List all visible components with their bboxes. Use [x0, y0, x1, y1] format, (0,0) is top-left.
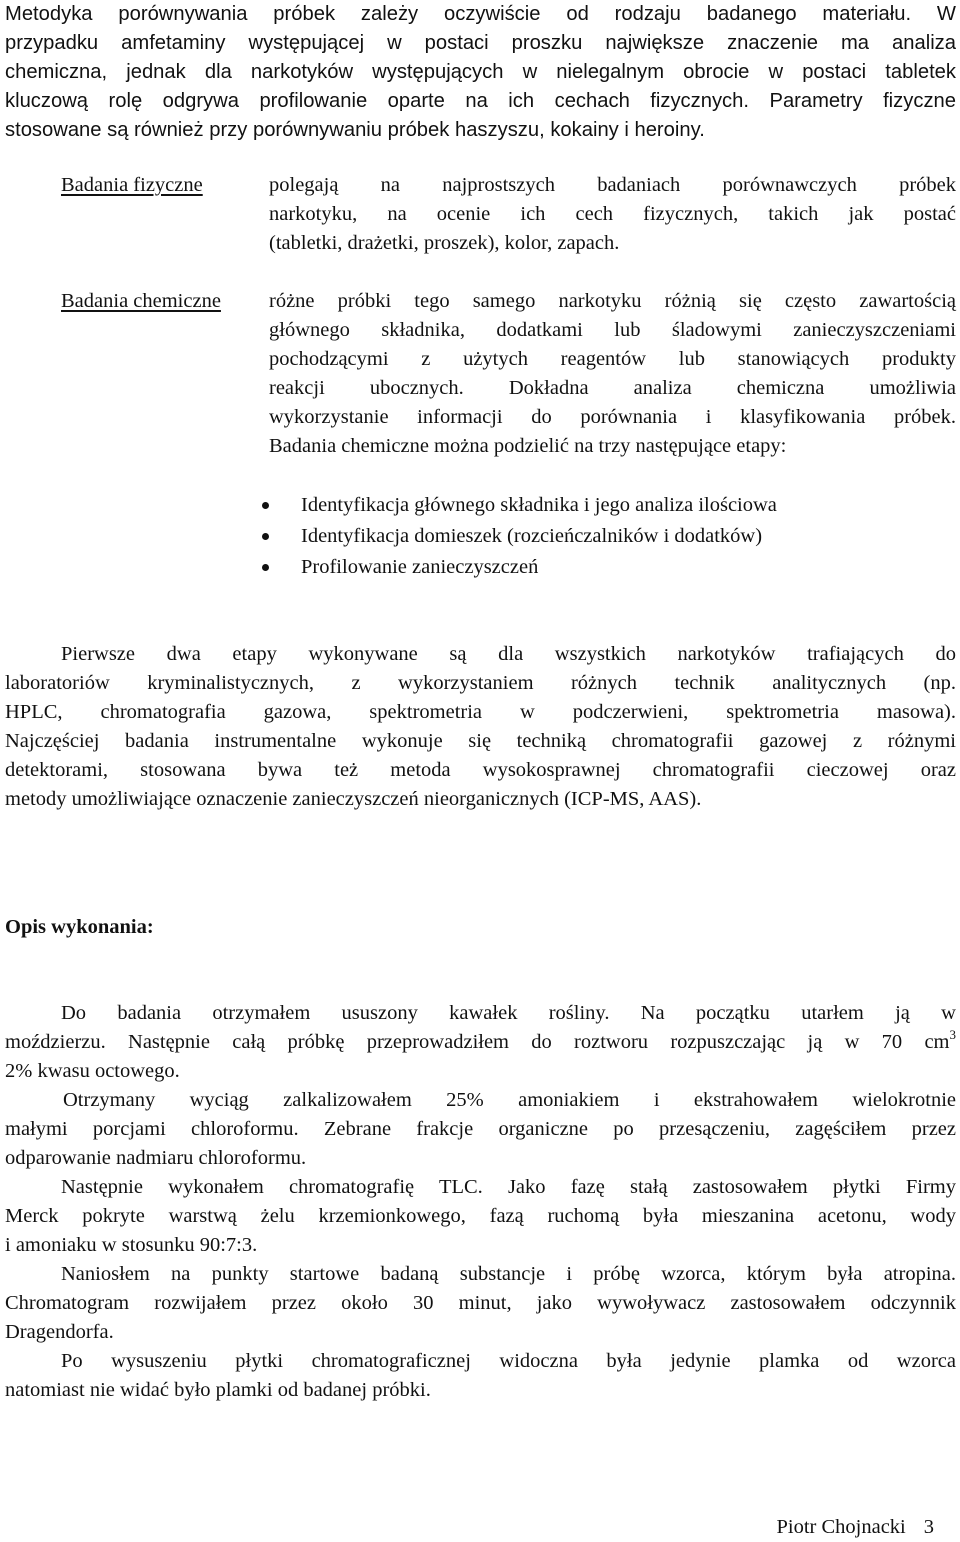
definition-line: pochodzącymi z użytych reagentów lub stanowiących produkty — [269, 348, 956, 370]
paragraph-line: odparowanie nadmiaru chloroformu. — [5, 1147, 307, 1169]
methods-paragraph — [5, 640, 956, 814]
definition-line: różne próbki tego samego narkotyku różnią się często zawartością — [269, 290, 956, 312]
bullet-icon — [262, 502, 269, 509]
intro-line: przypadku amfetaminy występującej w postaci proszku największe znaczenie ma analiza — [5, 32, 956, 54]
bullet-icon — [262, 533, 269, 540]
chemical-tests-term: Badania chemiczne — [61, 290, 221, 312]
list-item-text: Identyfikacja głównego składnika i jego analiza ilościowa — [301, 494, 777, 516]
paragraph-line — [5, 1028, 956, 1057]
paragraph-line: detektorami, stosowana bywa też metoda wysokosprawnej chromatografii cieczowej oraz — [5, 759, 956, 781]
intro-line: kluczową rolę odgrywa profilowanie oparte na ich cechach fizycznych. Parametry fizyczne — [5, 90, 956, 112]
list-item-text: Profilowanie zanieczyszczeń — [301, 556, 539, 578]
page-number: 3 — [923, 1516, 934, 1538]
list-item — [262, 553, 952, 584]
paragraph-line: metody umożliwiające oznaczenie zanieczyszczeń nieorganicznych (ICP-MS, AAS). — [5, 788, 702, 810]
intro-line: chemiczna, jednak dla narkotyków występujących w nielegalnym obrocie w postaci tabletek — [5, 61, 956, 83]
intro-line: stosowane są również przy porównywaniu próbek haszyszu, kokainy i heroiny. — [5, 119, 705, 141]
paragraph-line: Merck pokryte warstwą żelu krzemionkowego, fazą ruchomą była mieszanina acetonu, wody — [5, 1205, 956, 1227]
definition-line: polegają na najprostszych badaniach porównawczych próbek — [269, 174, 956, 196]
paragraph-line: Chromatogram rozwijałem przez około 30 minut, jako wywoływacz zastosowałem odczynnik — [5, 1292, 956, 1314]
paragraph-line: laboratoriów kryminalistycznych, z wykorzystaniem różnych technik analitycznych (np. — [5, 672, 956, 694]
list-item — [262, 522, 952, 553]
definition-line: wykorzystanie informacji do porównania i klasyfikowania próbek. — [269, 406, 956, 428]
definition-line: narkotyku, na ocenie ich cech fizycznych, takich jak postać — [269, 203, 956, 225]
paragraph-line: Pierwsze dwa etapy wykonywane są dla wszystkich narkotyków trafiających do — [61, 643, 956, 665]
intro-paragraph — [5, 0, 956, 87]
intro-line: Metodyka porównywania próbek zależy oczywiście od rodzaju badanego materiału. W — [5, 3, 956, 25]
paragraph-line: Do badania otrzymałem ususzony kawałek rośliny. Na początku utarłem ją w — [61, 1002, 956, 1024]
paragraph-line: 2% kwasu octowego. — [5, 1060, 180, 1082]
list-item — [262, 491, 952, 522]
paragraph-line: Otrzymany wyciąg zalkalizowałem 25% amoniakiem i ekstrahowałem wielokrotnie — [63, 1089, 956, 1111]
physical-tests-term: Badania fizyczne — [61, 174, 203, 196]
definition-line: Badania chemiczne można podzielić na trzy następujące etapy: — [269, 435, 787, 457]
paragraph-line: natomiast nie widać było plamki od badanej próbki. — [5, 1379, 431, 1401]
list-item-text: Identyfikacja domieszek (rozcieńczalników i dodatków) — [301, 525, 763, 547]
superscript: 3 — [949, 1027, 956, 1042]
section-heading: Opis wykonania: — [5, 916, 154, 938]
page-footer — [776, 1513, 934, 1542]
procedure-section — [5, 999, 956, 1405]
paragraph-line: Następnie wykonałem chromatografię TLC. Jako fazę stałą zastosowałem płytki Firmy — [61, 1176, 956, 1198]
physical-tests-definition — [269, 171, 956, 258]
paragraph-text: moździerzu. Następnie całą próbkę przeprowadziłem do roztworu rozpuszczając ją w 70 cm — [5, 1031, 950, 1053]
paragraph-line: i amoniaku w stosunku 90:7:3. — [5, 1234, 258, 1256]
footer-author: Piotr Chojnacki — [776, 1516, 906, 1538]
paragraph-line: Po wysuszeniu płytki chromatograficznej widoczna była jedynie plamka od wzorca — [61, 1350, 956, 1372]
paragraph-line: Najczęściej badania instrumentalne wykonuje się techniką chromatografii gazowej z różnymi — [5, 730, 956, 752]
paragraph-line: Naniosłem na punkty startowe badaną substancje i próbę wzorca, którym była atropina. — [61, 1263, 956, 1285]
paragraph-line: małymi porcjami chloroformu. Zebrane frakcje organiczne po przesączeniu, zagęściłem przez — [5, 1118, 956, 1140]
definition-line: głównego składnika, dodatkami lub śladowymi zanieczyszczeniami — [269, 319, 956, 341]
chemical-tests-definition — [269, 287, 956, 461]
paragraph-line: Dragendorfa. — [5, 1321, 114, 1343]
definition-line: (tabletki, drażetki, proszek), kolor, zapach. — [269, 232, 620, 254]
definition-line: reakcji ubocznych. Dokładna analiza chemiczna umożliwia — [269, 377, 956, 399]
paragraph-line: HPLC, chromatografia gazowa, spektrometria w podczerwieni, spektrometria masowa). — [5, 701, 956, 723]
stages-list — [262, 491, 952, 584]
intro-paragraph-continued — [5, 87, 956, 145]
bullet-icon — [262, 564, 269, 571]
